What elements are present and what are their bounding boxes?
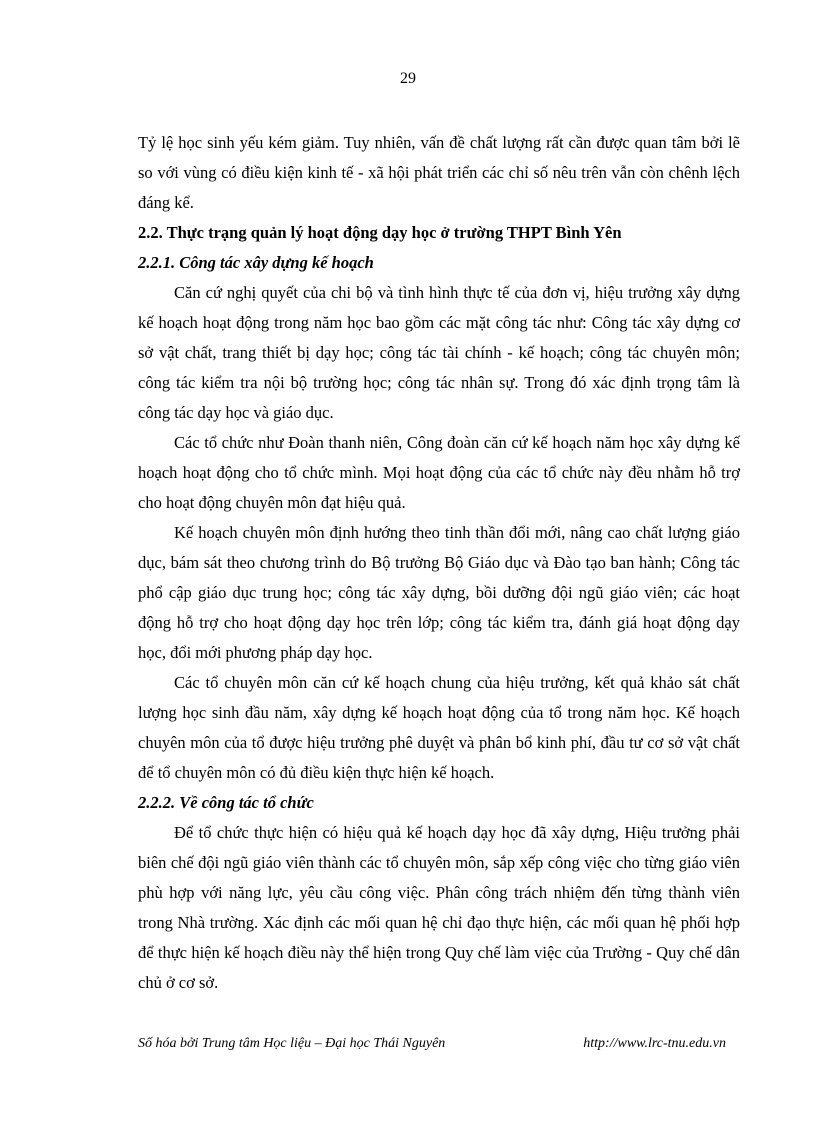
section-heading-2-2: 2.2. Thực trạng quản lý hoạt động dạy học ở trường THPT Bình Yên — [138, 223, 622, 242]
subsection-heading-2-2-1: 2.2.1. Công tác xây dựng kế hoạch — [138, 253, 374, 272]
page-number: 29 — [400, 70, 416, 87]
footer-url: http://www.lrc-tnu.edu.vn — [583, 1036, 726, 1051]
paragraph-organization-work: Để tổ chức thực hiện có hiệu quả kế hoạch dạy học đã xây dựng, Hiệu trưởng phải biên chế đội ngũ giáo viên thành các tổ chuyên môn, sắp xếp công việc cho từng giáo viên phù hợp với năng lực, yêu cầu công việc. Phân công trách nhiệm đến từng thành viên trong Nhà trường. Xác định các mối quan hệ chỉ đạo thực hiện, các mối quan hệ phối hợp để thực hiện kế hoạch điều này thể hiện trong Quy chế làm việc của Trường - Quy chế dân chủ ở cơ sở. — [138, 823, 740, 992]
paragraph-professional-plan: Kế hoạch chuyên môn định hướng theo tinh thần đổi mới, nâng cao chất lượng giáo dục, bám sát theo chương trình do Bộ trưởng Bộ Giáo dục và Đào tạo ban hành; Công tác phổ cập giáo dục trung học; công tác xây dựng, bồi dưỡng đội ngũ giáo viên; các hoạt động hỗ trợ cho hoạt động dạy học trên lớp; công tác kiểm tra, đánh giá hoạt động dạy học, đổi mới phương pháp dạy học. — [138, 523, 740, 662]
page-body — [138, 128, 740, 998]
subsection-heading-2-2-2: 2.2.2. Về công tác tổ chức — [138, 793, 314, 812]
paragraph-organizations: Các tổ chức như Đoàn thanh niên, Công đoàn căn cứ kế hoạch năm học xây dựng kế hoạch hoạt động cho tổ chức mình. Mọi hoạt động của các tổ chức này đều nhằm hỗ trợ cho hoạt động chuyên môn đạt hiệu quả. — [138, 433, 740, 512]
footer-source: Số hóa bởi Trung tâm Học liệu – Đại học Thái Nguyên — [138, 1036, 446, 1051]
paragraph-intro: Tỷ lệ học sinh yếu kém giảm. Tuy nhiên, vấn đề chất lượng rất cần được quan tâm bởi lẽ so với vùng có điều kiện kinh tế - xã hội phát triển các chỉ số nêu trên vẫn còn chênh lệch đáng kể. — [138, 133, 740, 212]
paragraph-subject-groups: Các tổ chuyên môn căn cứ kế hoạch chung của hiệu trưởng, kết quả khảo sát chất lượng học sinh đầu năm, xây dựng kế hoạch hoạt động của tổ trong năm học. Kế hoạch chuyên môn của tổ được hiệu trưởng phê duyệt và phân bổ kinh phí, đầu tư cơ sở vật chất để tổ chuyên môn có đủ điều kiện thực hiện kế hoạch. — [138, 673, 740, 782]
paragraph-planning-basis: Căn cứ nghị quyết của chi bộ và tình hình thực tế của đơn vị, hiệu trưởng xây dựng kế hoạch hoạt động trong năm học bao gồm các mặt công tác như: Công tác xây dựng cơ sở vật chất, trang thiết bị dạy học; công tác tài chính - kế hoạch; công tác chuyên môn; công tác kiểm tra nội bộ trường học; công tác nhân sự. Trong đó xác định trọng tâm là công tác dạy học và giáo dục. — [138, 283, 740, 422]
